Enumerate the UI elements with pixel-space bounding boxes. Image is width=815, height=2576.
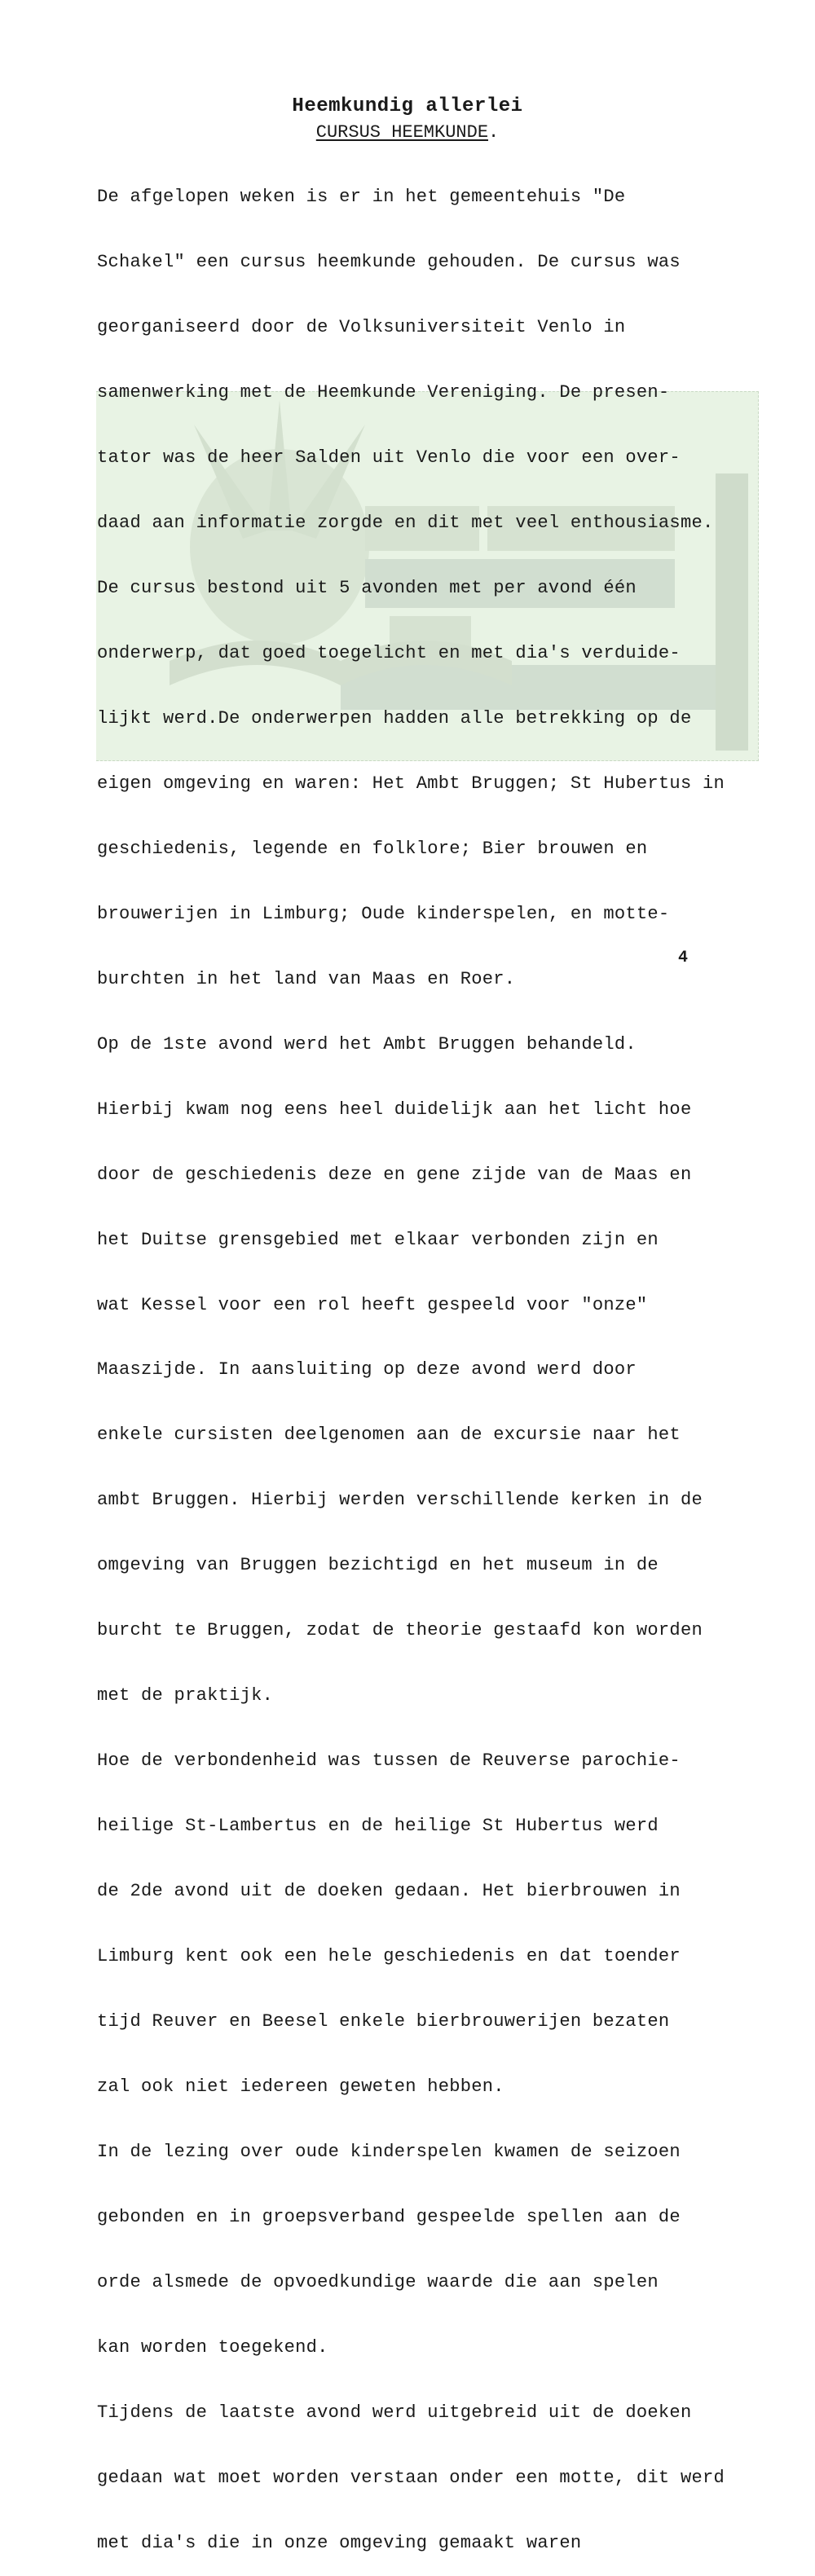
section-heading-text: CURSUS HEEMKUNDE [315,122,489,143]
text-line: De afgelopen weken is er in het gemeentehuis "De [97,187,626,208]
text-line: eigen omgeving en waren: Het Ambt Bruggen; St Hubertus in [97,773,725,794]
text-line: orde alsmede de opvoedkundige waarde die aan spelen [97,2271,659,2292]
text-line: Hierbij kwam nog eens heel duidelijk aan het licht hoe [97,1099,692,1120]
text-line: tijd Reuver en Beesel enkele bierbrouwerijen bezaten [97,2011,670,2032]
text-line: geschiedenis, legende en folklore; Bier brouwen en [97,838,648,859]
text-line: burcht te Bruggen, zodat de theorie gestaafd kon worden [97,1620,703,1641]
page-title: Heemkundig allerlei [292,95,523,117]
text-line: daad aan informatie zorgde en dit met veel enthousiasme. [97,513,714,534]
text-line: kan worden toegekend. [97,2336,328,2358]
text-line: Schakel" een cursus heemkunde gehouden. De cursus was [97,252,681,273]
text-line: Tijdens de laatste avond werd uitgebreid uit de doeken [97,2402,692,2423]
text-line: brouwerijen in Limburg; Oude kinderspelen, en motte- [97,903,670,924]
text-line: enkele cursisten deelgenomen aan de excursie naar het [97,1425,681,1446]
text-line: tator was de heer Salden uit Venlo die voor een over- [97,447,681,469]
text-line: met de praktijk. [97,1685,274,1706]
text-line: onderwerp, dat goed toegelicht en met dia's verduide- [97,642,681,663]
text-line: de 2de avond uit de doeken gedaan. Het bierbrouwen in [97,1881,681,1902]
text-line: het Duitse grensgebied met elkaar verbonden zijn en [97,1229,659,1250]
text-line: wat Kessel voor een rol heeft gespeeld voor "onze" [97,1294,648,1315]
text-line: lijkt werd.De onderwerpen hadden alle betrekking op de [97,707,692,729]
text-line: In de lezing over oude kinderspelen kwamen de seizoen [97,2141,681,2162]
page-number: 4 [678,949,689,967]
text-line: heilige St-Lambertus en de heilige St Hubertus werd [97,1816,659,1837]
text-line: samenwerking met de Heemkunde Vereniging. De presen- [97,382,670,403]
text-line: Limburg kent ook een hele geschiedenis en dat toender [97,1946,681,1967]
text-line: met dia's die in onze omgeving gemaakt waren [97,2532,582,2553]
article-body [97,143,798,2576]
text-line: Hoe de verbondenheid was tussen de Reuverse parochie- [97,1750,681,1772]
text-line: gebonden en in groepsverband gespeelde spellen aan de [97,2206,681,2227]
section-heading [0,122,815,143]
text-line: omgeving van Bruggen bezichtigd en het museum in de [97,1555,659,1576]
text-line: ambt Bruggen. Hierbij werden verschillende kerken in de [97,1490,703,1511]
section-heading-period: . [488,122,500,143]
text-line: De cursus bestond uit 5 avonden met per avond één [97,578,637,599]
text-line: Maaszijde. In aansluiting op deze avond werd door [97,1359,637,1380]
text-line: zal ook niet iedereen geweten hebben. [97,2076,504,2097]
text-line: door de geschiedenis deze en gene zijde van de Maas en [97,1164,692,1185]
text-line: gedaan wat moet worden verstaan onder een motte, dit werd [97,2467,725,2488]
text-line: georganiseerd door de Volksuniversiteit Venlo in [97,317,626,338]
text-line: burchten in het land van Maas en Roer. [97,968,516,989]
text-line: Op de 1ste avond werd het Ambt Bruggen behandeld. [97,1033,637,1055]
